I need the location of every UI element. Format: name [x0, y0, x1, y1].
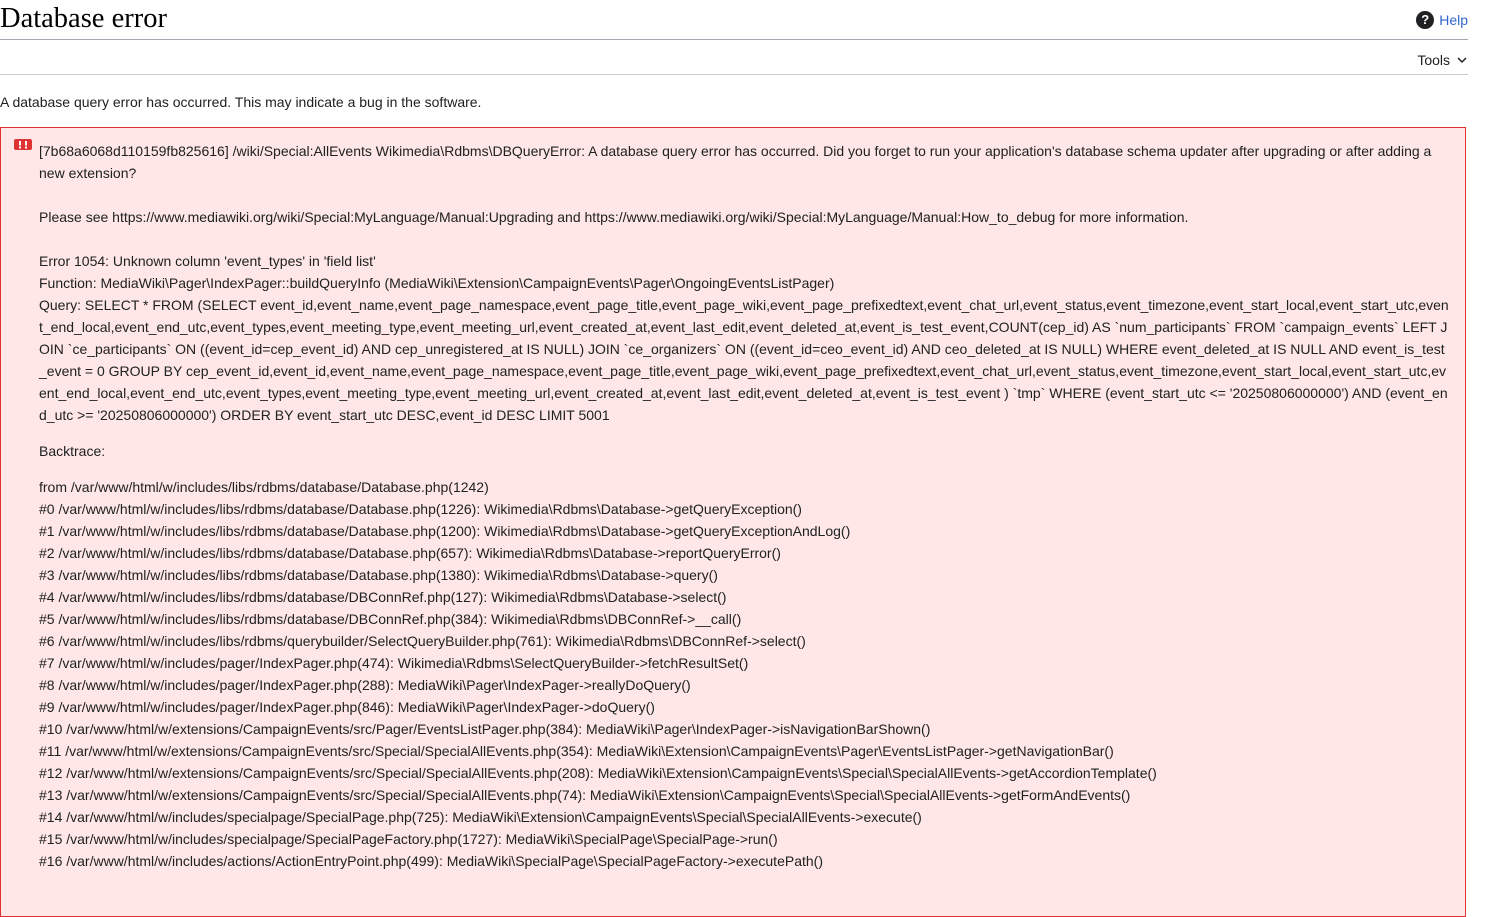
backtrace-line: #9 /var/www/html/w/includes/pager/IndexPager.php(846): MediaWiki\Pager\IndexPager->doQuery() [39, 699, 655, 715]
backtrace-line: #11 /var/www/html/w/extensions/CampaignEvents/src/Special/SpecialAllEvents.php(354): MediaWiki\Extension\CampaignEvents\Pager\EventsListPager->getNavigationBar() [39, 743, 1114, 759]
backtrace-line: #10 /var/www/html/w/extensions/CampaignEvents/src/Pager/EventsListPager.php(384): MediaWiki\Pager\IndexPager->isNavigationBarShown() [39, 721, 931, 737]
backtrace-line: #13 /var/www/html/w/extensions/CampaignEvents/src/Special/SpecialAllEvents.php(74): MediaWiki\Extension\CampaignEvents\Special\SpecialAllEvents->getFormAndEvents() [39, 787, 1131, 803]
chevron-down-icon [1456, 54, 1468, 66]
error-see-also: Please see https://www.mediawiki.org/wiki/Special:MyLanguage/Manual:Upgrading and https://www.mediawiki.org/wiki/Special:MyLanguage/Manual:How_to_debug for more information. [39, 209, 1189, 225]
backtrace-line: #1 /var/www/html/w/includes/libs/rdbms/database/Database.php(1200): Wikimedia\Rdbms\Database->getQueryExceptionAndLog() [39, 523, 851, 539]
backtrace-line: #15 /var/www/html/w/includes/specialpage/SpecialPageFactory.php(1727): MediaWiki\SpecialPage\SpecialPage->run() [39, 831, 778, 847]
backtrace-line: #12 /var/www/html/w/extensions/CampaignEvents/src/Special/SpecialAllEvents.php(208): MediaWiki\Extension\CampaignEvents\Special\SpecialAllEvents->getAccordionTemplate() [39, 765, 1157, 781]
error-message-box [0, 127, 1466, 917]
backtrace-line: #7 /var/www/html/w/includes/pager/IndexPager.php(474): Wikimedia\Rdbms\SelectQueryBuilder->fetchResultSet() [39, 655, 749, 671]
error-function: Function: MediaWiki\Pager\IndexPager::buildQueryInfo (MediaWiki\Extension\CampaignEvents\Pager\OngoingEventsListPager) [39, 275, 835, 291]
error-query: Query: SELECT * FROM (SELECT event_id,event_name,event_page_namespace,event_page_title,event_page_wiki,event_page_prefixedtext,event_chat_url,event_status,event_timezone,event_start_local,event_start_utc,event_end_local,event_end_utc,event_types,event_meeting_type,event_meeting_url,event_created_at,event_last_edit,event_deleted_at,event_is_test_event,COUNT(cep_id) AS `num_participants` FROM `campaign_events` LEFT JOIN `ce_participants` ON ((event_id=cep_event_id) AND cep_unregistered_at IS NULL) JOIN `ce_organizers` ON ((event_id=ceo_event_id) AND ceo_deleted_at IS NULL) WHERE event_deleted_at IS NULL AND event_is_test_event = 0 GROUP BY cep_event_id,event_id,event_name,event_page_namespace,event_page_title,event_page_wiki,event_page_prefixedtext,event_chat_url,event_status,event_timezone,event_start_local,event_start_utc,event_end_local,event_end_utc,event_types,event_meeting_type,event_meeting_url,event_created_at,event_last_edit,event_deleted_at,event_is_test_event ) `tmp` WHERE (event_start_utc <= '20250806000000') AND (event_end_utc >= '20250806000000') ORDER BY event_start_utc DESC,event_id DESC LIMIT 5001 [39, 297, 1449, 423]
help-icon: ? [1416, 11, 1434, 29]
error-summary: [7b68a6068d110159fb825616] /wiki/Special:AllEvents Wikimedia\Rdbms\DBQueryError: A database query error has occurred. Did you forget to run your application's database schema updater after upgrading or after adding a new extension? [39, 143, 1432, 181]
backtrace-line: #6 /var/www/html/w/includes/libs/rdbms/querybuilder/SelectQueryBuilder.php(761): Wikimedia\Rdbms\DBConnRef->select() [39, 633, 806, 649]
error-content [39, 140, 1451, 872]
error-code: Error 1054: Unknown column 'event_types' in 'field list' [39, 253, 376, 269]
backtrace-line: from /var/www/html/w/includes/libs/rdbms/database/Database.php(1242) [39, 479, 489, 495]
help-label: Help [1439, 12, 1468, 28]
help-link[interactable] [1416, 11, 1468, 29]
backtrace-line: #2 /var/www/html/w/includes/libs/rdbms/database/Database.php(657): Wikimedia\Rdbms\Database->reportQueryError() [39, 545, 781, 561]
backtrace-line: #4 /var/www/html/w/includes/libs/rdbms/database/DBConnRef.php(127): Wikimedia\Rdbms\Database->select() [39, 589, 727, 605]
backtrace-label: Backtrace: [39, 443, 106, 459]
page-header [0, 0, 1468, 40]
page-title: Database error [0, 3, 167, 34]
error-icon [14, 139, 32, 152]
page-toolbar [0, 40, 1468, 75]
backtrace-line: #3 /var/www/html/w/includes/libs/rdbms/database/Database.php(1380): Wikimedia\Rdbms\Database->query() [39, 567, 718, 583]
backtrace-line: #0 /var/www/html/w/includes/libs/rdbms/database/Database.php(1226): Wikimedia\Rdbms\Database->getQueryException() [39, 501, 802, 517]
intro-text: A database query error has occurred. This may indicate a bug in the software. [0, 94, 482, 110]
backtrace-list [39, 476, 1451, 872]
tools-dropdown[interactable] [1417, 52, 1468, 68]
backtrace-line: #14 /var/www/html/w/includes/specialpage/SpecialPage.php(725): MediaWiki\Extension\CampaignEvents\Special\SpecialAllEvents->execute() [39, 809, 922, 825]
backtrace-line: #8 /var/www/html/w/includes/pager/IndexPager.php(288): MediaWiki\Pager\IndexPager->reallyDoQuery() [39, 677, 691, 693]
backtrace-line: #16 /var/www/html/w/includes/actions/ActionEntryPoint.php(499): MediaWiki\SpecialPage\SpecialPageFactory->executePath() [39, 853, 823, 869]
backtrace-line: #5 /var/www/html/w/includes/libs/rdbms/database/DBConnRef.php(384): Wikimedia\Rdbms\DBConnRef->__call() [39, 611, 742, 627]
tools-label: Tools [1417, 52, 1450, 68]
